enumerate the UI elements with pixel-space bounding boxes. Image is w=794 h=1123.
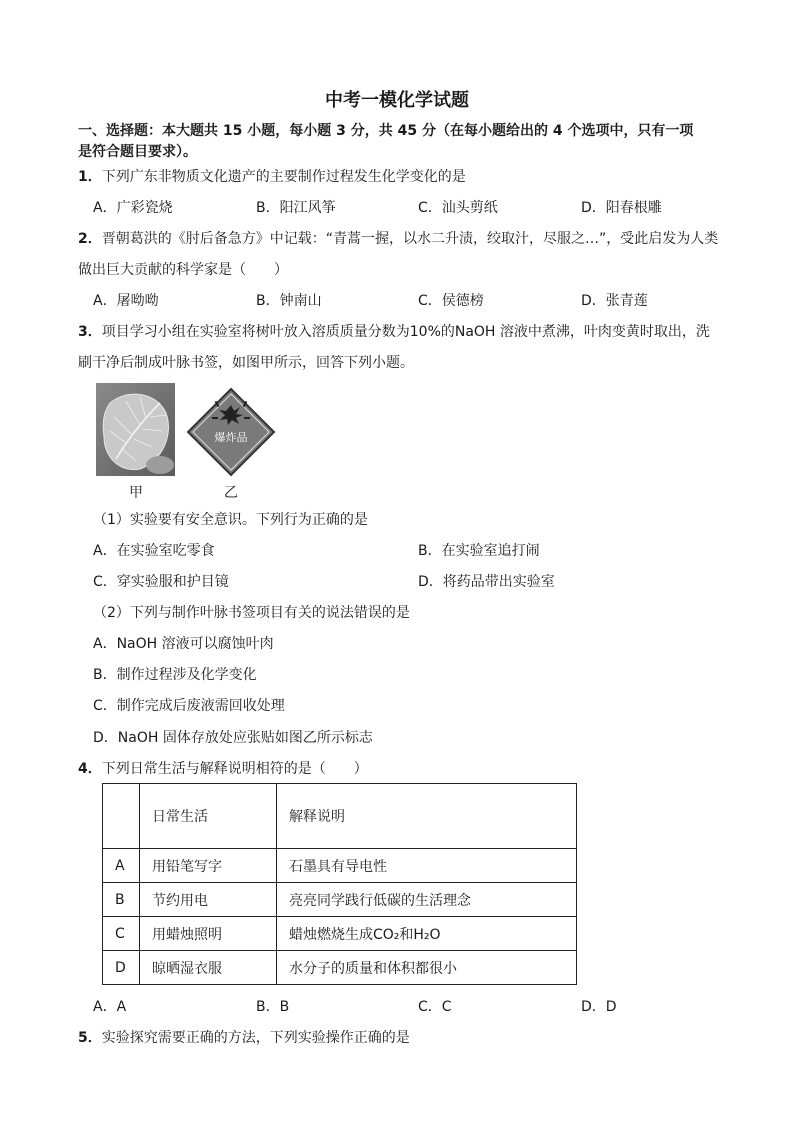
- table-cell: 节约用电: [140, 883, 277, 917]
- figure-caption-jia: 甲: [129, 485, 143, 501]
- q3-1-option-c: C．穿实验服和护目镜: [93, 574, 229, 590]
- question-number: 4．: [78, 761, 102, 777]
- q4-option-c: C．C: [418, 999, 452, 1015]
- table-cell: 晾晒湿衣服: [140, 951, 277, 985]
- table-header-row: [103, 784, 577, 849]
- q1-option-c: C．汕头剪纸: [418, 200, 498, 216]
- q3-2-option-d: D．NaOH 固体存放处应张贴如图乙所示标志: [93, 730, 373, 746]
- q1-option-a: A．广彩瓷烧: [93, 200, 173, 216]
- q4-table: [102, 783, 577, 985]
- table-cell: 水分子的质量和体积都很小: [277, 951, 577, 985]
- table-cell: A: [103, 849, 140, 883]
- question-text: 下列日常生活与解释说明相符的是（ ）: [101, 761, 368, 777]
- q1-option-d: D．阳春根雕: [581, 200, 662, 216]
- sign-label: 爆炸品: [214, 431, 248, 444]
- table-cell: D: [103, 951, 140, 985]
- table-cell: 用蜡烛照明: [140, 917, 277, 951]
- table-header-cell: [103, 784, 140, 849]
- q2-option-b: B．钟南山: [256, 293, 322, 309]
- question-2-line2: 做出巨大贡献的科学家是（ ）: [78, 262, 288, 278]
- section-heading-line2: 是符合题目要求）。: [78, 144, 197, 160]
- q3-1-option-b: B．在实验室追打闹: [418, 543, 540, 559]
- q4-option-a: A．A: [93, 999, 127, 1015]
- question-text-line1: 项目学习小组在实验室将树叶放入溶质质量分数为10%的NaOH 溶液中煮沸，叶肉变黄时取出，洗: [101, 324, 710, 340]
- question-text: 下列广东非物质文化遗产的主要制作过程发生化学变化的是: [101, 169, 466, 185]
- question-3: [78, 321, 710, 341]
- leaf-vein-bookmark-photo: [96, 383, 175, 476]
- question-text: 实验探究需要正确的方法，下列实验操作正确的是: [101, 1030, 410, 1046]
- figure-caption-yi: 乙: [224, 485, 238, 501]
- table-cell: C: [103, 917, 140, 951]
- q2-option-a: A．屠呦呦: [93, 293, 159, 309]
- explosive-hazard-sign: [186, 387, 276, 477]
- q1-option-b: B．阳江风筝: [256, 200, 336, 216]
- q3-subquestion-1: （1）实验要有安全意识。下列行为正确的是: [93, 512, 368, 528]
- q3-subquestion-2: （2）下列与制作叶脉书签项目有关的说法错误的是: [93, 605, 410, 621]
- question-number: 5．: [78, 1030, 102, 1046]
- table-header-cell: 日常生活: [140, 784, 277, 849]
- page-title: 中考一模化学试题: [325, 90, 469, 111]
- question-3-line2: 刷干净后制成叶脉书签，如图甲所示，回答下列小题。: [78, 355, 414, 371]
- q4-option-d: D．D: [581, 999, 617, 1015]
- question-text-line1: 晋朝葛洪的《肘后备急方》中记载：“青蒿一握，以水二升渍，绞取汁，尽服之…”，受此启发为人类: [101, 231, 719, 247]
- table-row: [103, 849, 577, 883]
- section-heading-line1: 一、选择题：本大题共 15 小题，每小题 3 分，共 45 分（在每小题给出的 4 个选项中，只有一项: [78, 123, 694, 139]
- table-cell: 石墨具有导电性: [277, 849, 577, 883]
- table-cell: 蜡烛燃烧生成CO₂和H₂O: [277, 917, 577, 951]
- table-cell: B: [103, 883, 140, 917]
- question-number: 2．: [78, 231, 102, 247]
- q4-option-b: B．B: [256, 999, 290, 1015]
- q2-option-d: D．张青莲: [581, 293, 648, 309]
- table-cell: 用铅笔写字: [140, 849, 277, 883]
- q3-2-option-b: B．制作过程涉及化学变化: [93, 667, 257, 683]
- table-row: [103, 917, 577, 951]
- question-4: [78, 758, 368, 778]
- q3-2-option-a: A．NaOH 溶液可以腐蚀叶肉: [93, 636, 274, 652]
- q3-1-option-d: D．将药品带出实验室: [418, 574, 555, 590]
- q2-option-c: C．侯德榜: [418, 293, 484, 309]
- table-row: [103, 951, 577, 985]
- question-number: 3．: [78, 324, 102, 340]
- table-header-cell: 解释说明: [277, 784, 577, 849]
- table-cell: 亮亮同学践行低碳的生活理念: [277, 883, 577, 917]
- table-row: [103, 883, 577, 917]
- question-5: [78, 1027, 410, 1047]
- question-2: [78, 228, 718, 248]
- question-1: [78, 166, 466, 186]
- q3-2-option-c: C．制作完成后废液需回收处理: [93, 698, 285, 714]
- question-number: 1．: [78, 169, 102, 185]
- q3-1-option-a: A．在实验室吃零食: [93, 543, 215, 559]
